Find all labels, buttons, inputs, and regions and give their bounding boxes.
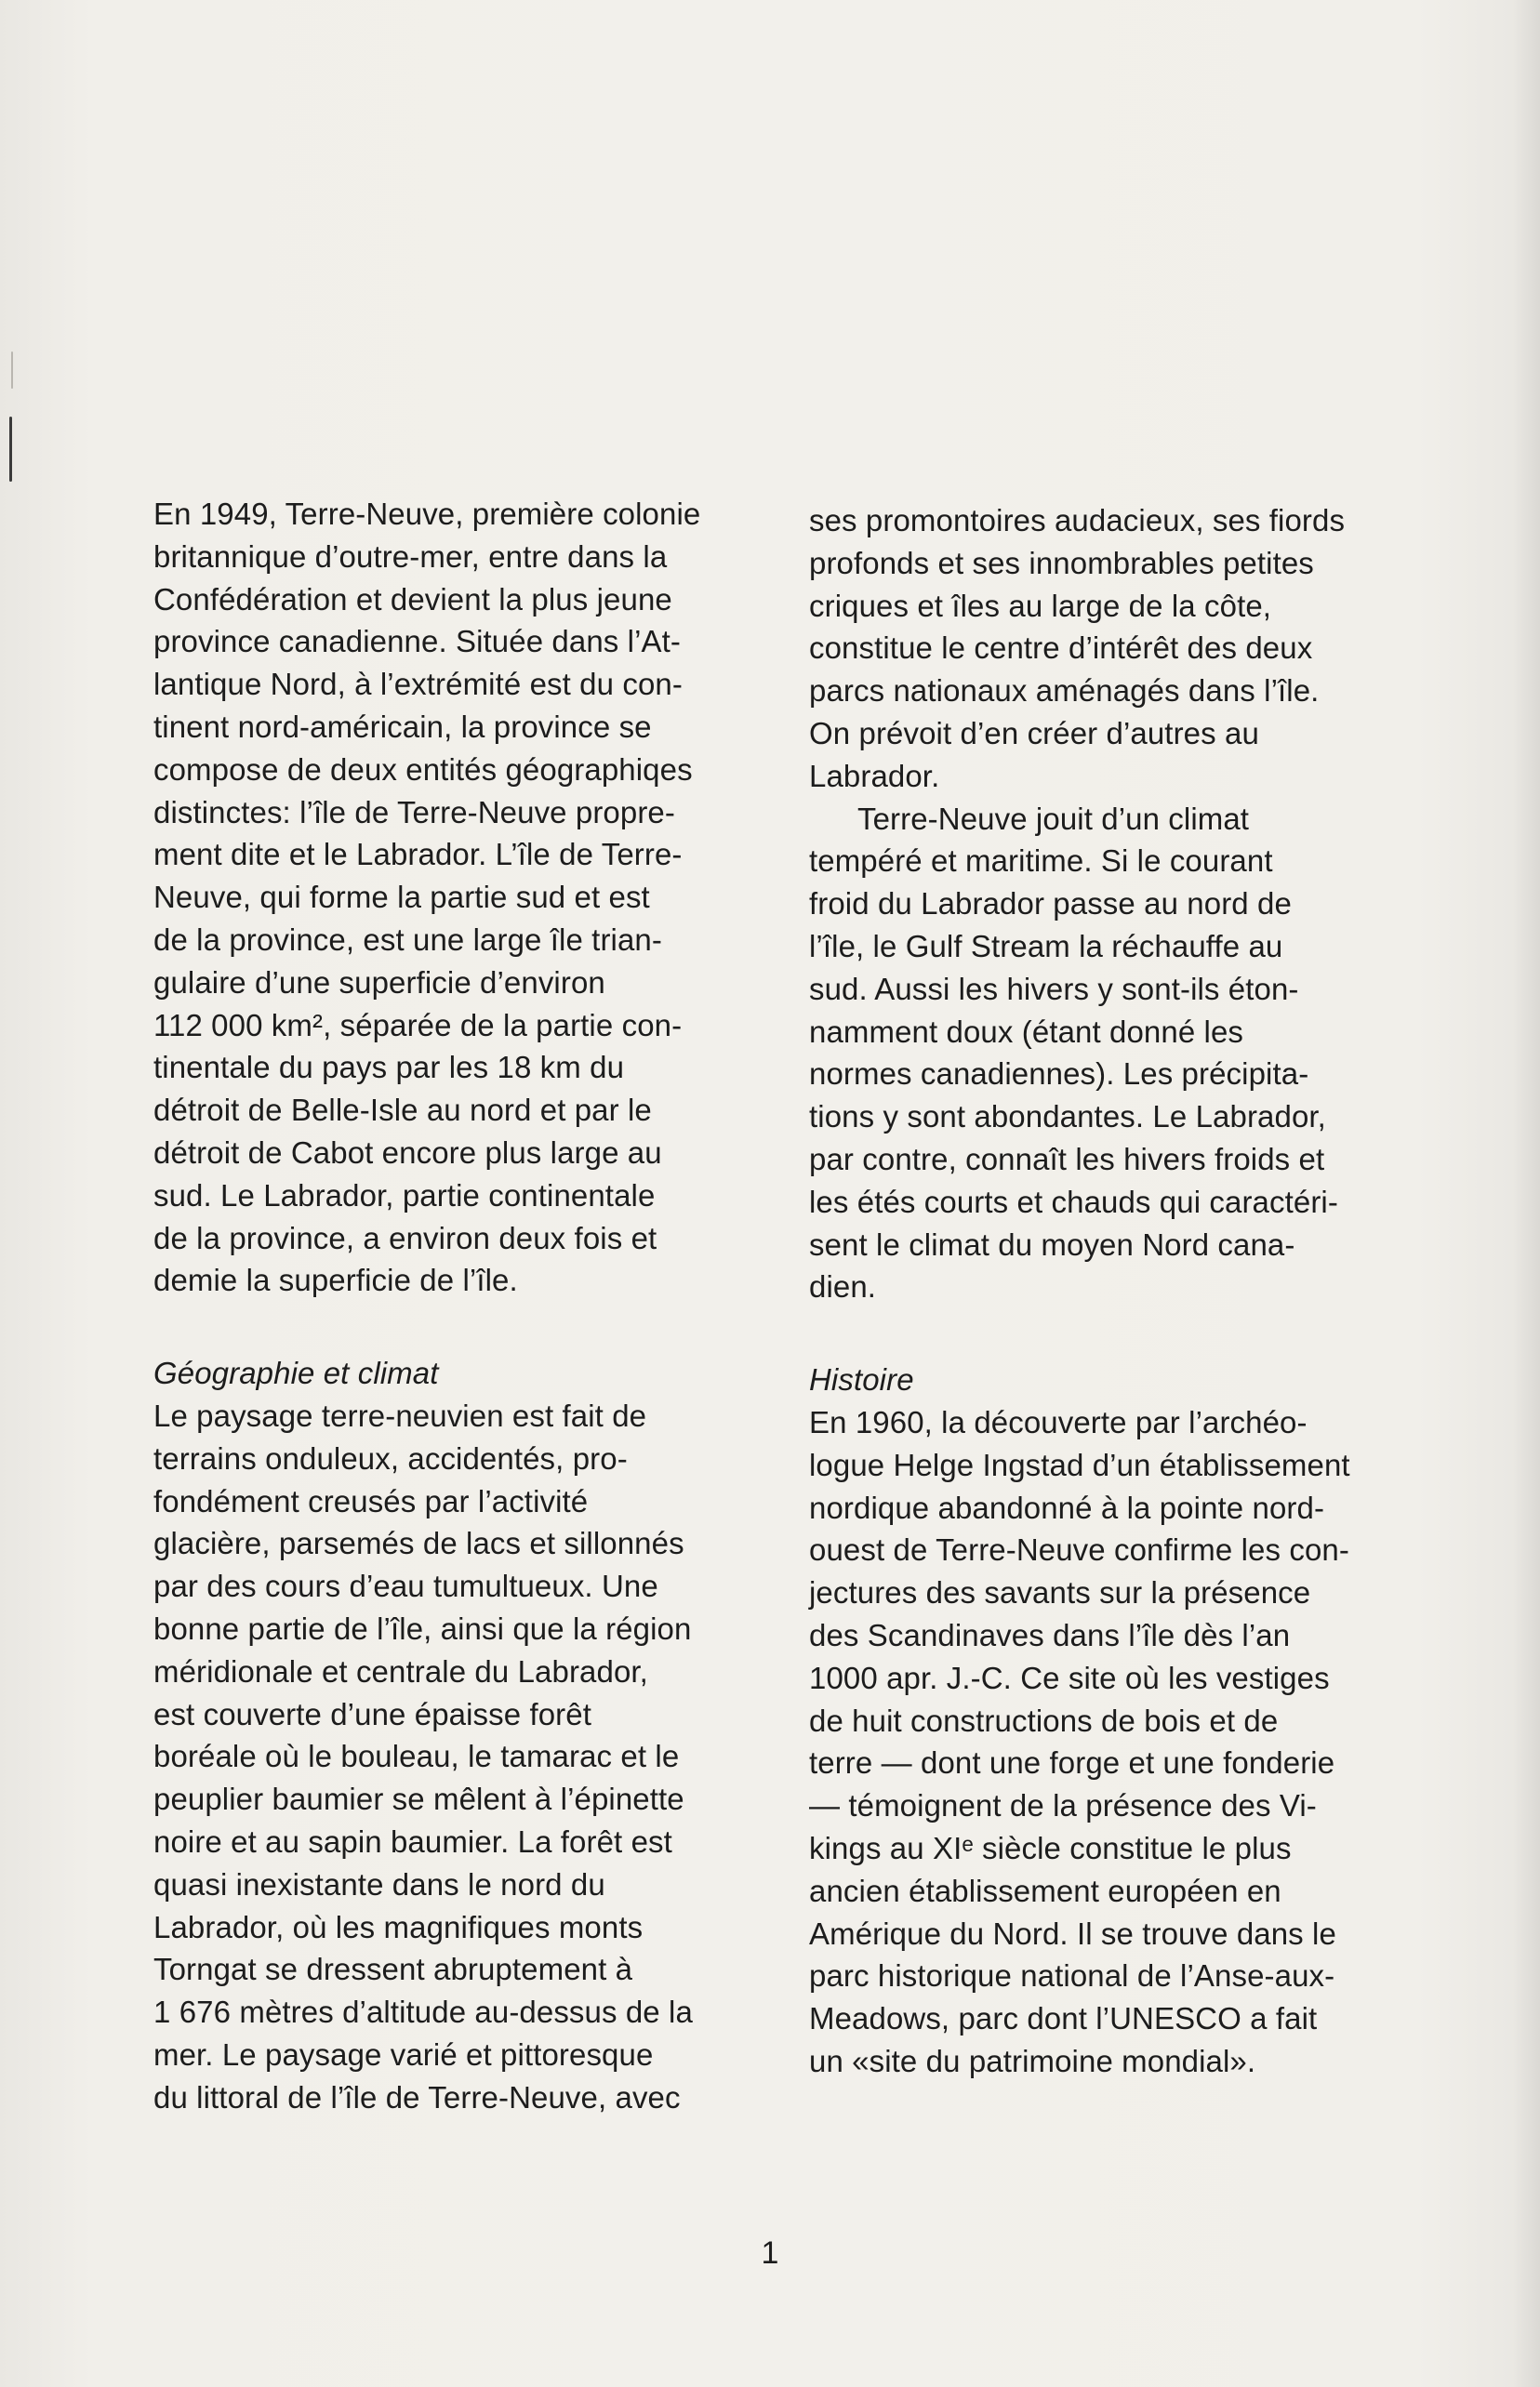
text-line: sent le climat du moyen Nord cana- (809, 1227, 1295, 1262)
text-line: Confédération et devient la plus jeune (153, 581, 672, 617)
text-line: les étés courts et chauds qui caractéri- (809, 1184, 1338, 1219)
text-line: jectures des savants sur la présence (809, 1575, 1311, 1611)
text-line: Le paysage terre-neuvien est fait de (153, 1398, 647, 1433)
text-line: terre — dont une forge et une fonderie (809, 1745, 1335, 1781)
section-heading-geography: Géographie et climat (153, 1356, 439, 1391)
page-number: 1 (761, 2235, 779, 2271)
section-heading-history: Histoire (809, 1362, 914, 1398)
text-line: boréale où le bouleau, le tamarac et le (153, 1739, 680, 1774)
text-line: ment dite et le Labrador. L’île de Terre- (153, 837, 683, 872)
left-column (153, 493, 767, 2118)
text-line: logue Helge Ingstad d’un établissement (809, 1447, 1350, 1482)
text-line: fondément creusés par l’activité (153, 1483, 589, 1518)
text-line: ses promontoires audacieux, ses fiords (809, 503, 1346, 537)
landscape-continuation-paragraph (809, 499, 1423, 798)
intro-paragraph (153, 493, 767, 1302)
text-line: parc historique national de l’Anse-aux- (809, 1958, 1335, 1994)
text-line: En 1960, la découverte par l’archéo- (809, 1404, 1308, 1439)
text-line: distinctes: l’île de Terre-Neuve propre- (153, 794, 675, 829)
binding-mark-dark (9, 417, 12, 482)
text-line: méridionale et centrale du Labrador, (153, 1653, 648, 1689)
text-line: sud. Le Labrador, partie continentale (153, 1177, 656, 1213)
geography-paragraph (153, 1395, 767, 2119)
text-line: mer. Le paysage varié et pittoresque (153, 2036, 654, 2072)
text-line: détroit de Cabot encore plus large au (153, 1134, 662, 1170)
text-line: lantique Nord, à l’extrémité est du con- (153, 667, 683, 702)
page-edge-shadow (1512, 0, 1540, 2387)
text-line: un «site du patrimoine mondial». (809, 2043, 1256, 2078)
text-line: 112 000 km², séparée de la partie con- (153, 1007, 683, 1042)
climate-paragraph (809, 798, 1423, 1309)
text-line: compose de deux entités géographiqes (153, 751, 693, 787)
text-line: namment doux (étant donné les (809, 1014, 1244, 1049)
text-line: est couverte d’une épaisse forêt (153, 1696, 591, 1731)
text-line: glacière, parsemés de lacs et sillonnés (153, 1526, 684, 1561)
text-line: dien. (809, 1269, 877, 1305)
text-line: tinentale du pays par les 18 km du (153, 1050, 625, 1085)
text-line: 1 676 mètres d’altitude au-dessus de la (153, 1995, 693, 2030)
binding-mark (11, 351, 13, 389)
text-line: peuplier baumier se mêlent à l’épinette (153, 1782, 684, 1817)
text-line: ouest de Terre-Neuve confirme les con- (809, 1532, 1349, 1568)
text-line: Neuve, qui forme la partie sud et est (153, 880, 650, 915)
text-line: tempéré et maritime. Si le courant (809, 843, 1273, 879)
text-line: — témoignent de la présence des Vi- (809, 1788, 1317, 1823)
history-paragraph (809, 1401, 1423, 2083)
text-line: britannique d’outre-mer, entre dans la (153, 538, 668, 574)
text-line: tions y sont abondantes. Le Labrador, (809, 1099, 1326, 1134)
text-line: des Scandinaves dans l’île dès l’an (809, 1617, 1291, 1652)
text-line: demie la superficie de l’île. (153, 1263, 518, 1298)
text-line: de la province, a environ deux fois et (153, 1220, 657, 1255)
text-line: quasi inexistante dans le nord du (153, 1866, 605, 1902)
text-line: Labrador. (809, 758, 940, 793)
text-line: On prévoit d’en créer d’autres au (809, 715, 1259, 750)
text-line: sud. Aussi les hivers y sont-ils éton- (809, 971, 1299, 1006)
text-line: nordique abandonné à la pointe nord- (809, 1490, 1325, 1525)
text-line: tinent nord-américain, la province se (153, 709, 652, 744)
text-line: froid du Labrador passe au nord de (809, 886, 1292, 922)
text-line: province canadienne. Située dans l’At- (153, 624, 681, 659)
text-line: Torngat se dressent abruptement à (153, 1952, 633, 1987)
text-line: l’île, le Gulf Stream la réchauffe au (809, 928, 1283, 963)
paragraph-gap (153, 1302, 767, 1352)
text-line: bonne partie de l’île, ainsi que la région (153, 1611, 692, 1646)
text-line: ancien établissement européen en (809, 1873, 1281, 1908)
text-line: terrains onduleux, accidentés, pro- (153, 1440, 628, 1476)
text-line: Meadows, parc dont l’UNESCO a fait (809, 2001, 1318, 2036)
text-line: Terre-Neuve jouit d’un climat (857, 801, 1250, 836)
text-line: profonds et ses innombrables petites (809, 545, 1314, 580)
text-line: En 1949, Terre-Neuve, première colonie (153, 497, 701, 531)
text-line: détroit de Belle-Isle au nord et par le (153, 1093, 652, 1128)
text-line: de la province, est une large île trian- (153, 922, 662, 957)
text-line: noire et au sapin baumier. La forêt est (153, 1823, 672, 1859)
text-line: normes canadiennes). Les précipita- (809, 1056, 1309, 1092)
text-line: constitue le centre d’intérêt des deux (809, 630, 1313, 666)
text-line: du littoral de l’île de Terre-Neuve, avec (153, 2079, 681, 2115)
text-line: Amérique du Nord. Il se trouve dans le (809, 1916, 1336, 1951)
text-line: 1000 apr. J.-C. Ce site où les vestiges (809, 1660, 1330, 1695)
text-line: parcs nationaux aménagés dans l’île. (809, 673, 1320, 709)
text-line: Labrador, où les magnifiques monts (153, 1909, 644, 1944)
text-line: par contre, connaît les hivers froids et (809, 1141, 1325, 1176)
text-line: kings au XIᵉ siècle constitue le plus (809, 1830, 1292, 1865)
paragraph-gap (809, 1308, 1423, 1359)
text-line: gulaire d’une superficie d’environ (153, 964, 605, 1000)
text-line: criques et îles au large de la côte, (809, 588, 1272, 623)
right-column (809, 499, 1423, 2083)
text-line: de huit constructions de bois et de (809, 1703, 1279, 1738)
text-line: par des cours d’eau tumultueux. Une (153, 1569, 658, 1604)
